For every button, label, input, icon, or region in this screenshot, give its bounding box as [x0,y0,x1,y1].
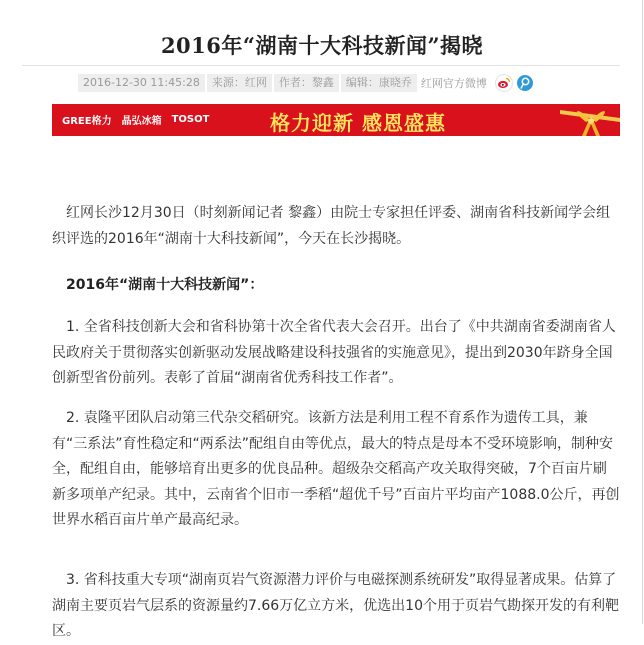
section-heading-text: 2016年“湖南十大科技新闻”： [66,277,264,293]
banner-brands [62,112,209,127]
brand-gree: GREE格力 [62,116,112,127]
news-item-3-text: 3. 省科技重大专项“湖南页岩气资源潜力评价与电磁探测系统研发”取得显著成果。估算了湖南主要页岩气层系的资源量约7.66万亿立方米，优选出10个用于页岩气勘探开发的有利靶区。 [52,572,619,639]
gift-bow-icon [560,104,620,136]
article-meta [78,73,568,93]
brand-jinghong: 晶弘冰箱 [121,116,162,127]
section-heading [52,273,620,299]
banner-slogan: 格力迎新 感恩盛惠 [270,111,446,135]
title-divider [22,65,620,66]
news-item-3 [52,568,620,645]
news-item-1-text: 1. 全省科技创新大会和省科协第十次全省代表大会召开。出台了《中共湖南省委湖南省人民政府关于贯彻落实创新驱动发展战略建设科技强省的实施意见》，提出到2030年跻身全国创新型省份前列。表彰了首届“湖南省优秀科技工作者”。 [52,319,616,386]
news-item-2 [52,406,620,534]
paragraph-intro [52,201,620,252]
meta-editor: 编辑：康晓乔 [341,74,417,92]
brand-tosot: TOSOT [171,114,210,125]
weibo-icon[interactable] [495,74,513,92]
article-title: 2016年“湖南十大科技新闻”揭晓 [160,33,484,58]
meta-author: 作者：黎鑫 [274,74,339,92]
tencent-weibo-icon[interactable] [517,75,533,91]
news-item-1 [52,315,620,392]
ad-banner[interactable] [52,104,620,136]
paragraph-intro-text: 红网长沙12月30日（时刻新闻记者 黎鑫）由院士专家担任评委、湖南省科技新闻学会组织评选的2016年“湖南十大科技新闻”，今天在长沙揭晓。 [52,205,611,247]
news-item-2-text: 2. 袁隆平团队启动第三代杂交稻研究。该新方法是利用工程不育系作为遗传工具，兼有“三系法”育性稳定和“两系法”配组自由等优点，最大的特点是母本不受环境影响，制种安全，配组自由，能够培育出更多的优良品种。超级杂交稻高产攻关取得突破，7个百亩片刷新多项单产纪录。其中，云南省个旧市一季稻“超优千号”百亩片平均亩产1088.0公斤，再创世界水稻百亩片单产最高纪录。 [52,410,620,528]
official-weibo-link[interactable]: 红网官方微博 [420,77,487,90]
meta-source[interactable]: 来源：红网 [207,74,272,92]
meta-datetime: 2016-12-30 11:45:28 [78,74,205,92]
